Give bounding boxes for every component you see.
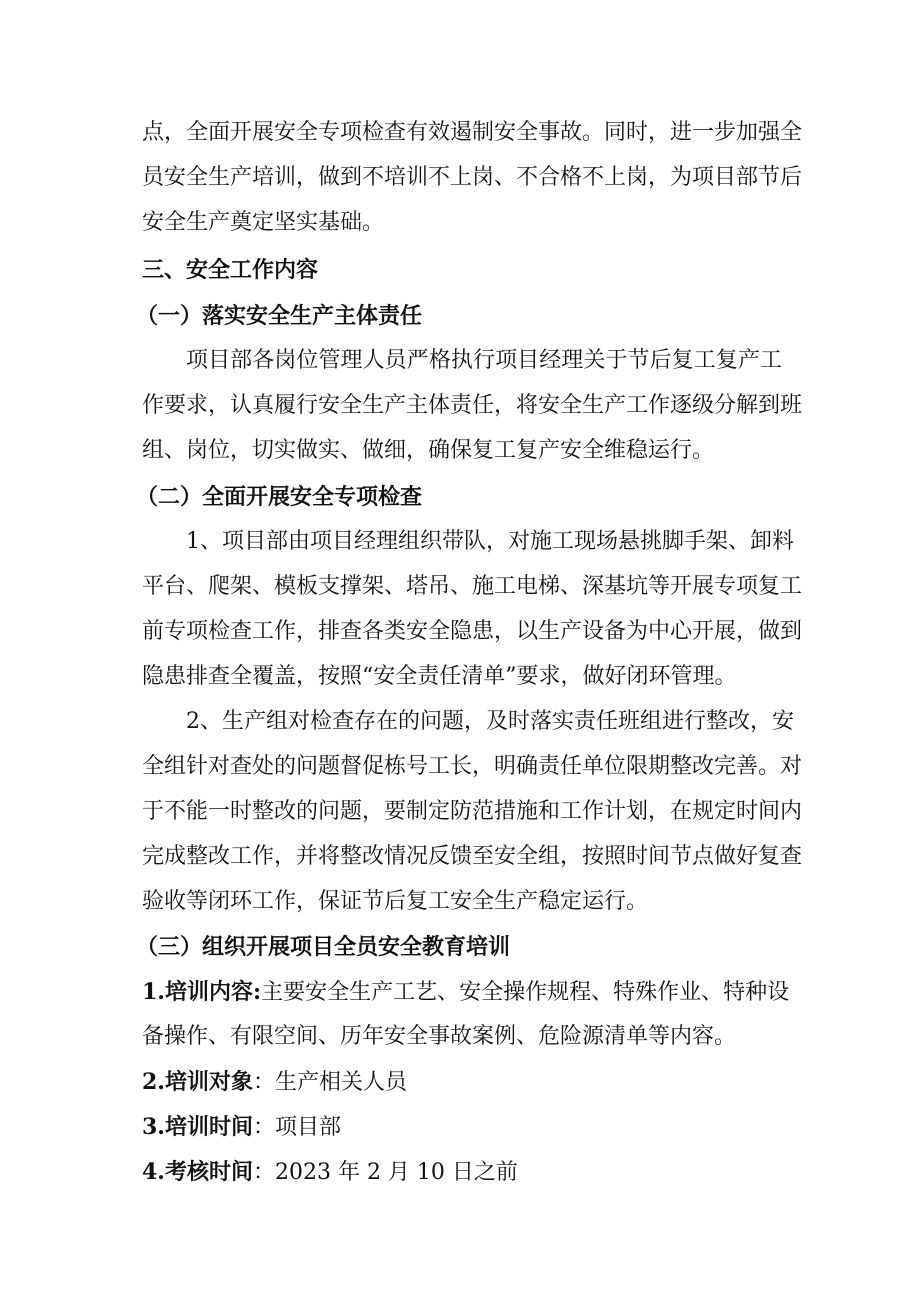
- list-item-label: 4.考核时间: [142, 1159, 253, 1185]
- list-item-text: ：项目部: [252, 1115, 341, 1140]
- paragraph-line: 组、岗位，切实做实、做细，确保复工复产安全维稳运行。: [142, 438, 715, 463]
- paragraph-line: 完成整改工作，并将整改情况反馈至安全组，按照时间节点做好复查: [142, 844, 803, 869]
- subsection-title: （一）落实安全生产主体责任: [136, 303, 423, 329]
- paragraph-line: 于不能一时整改的问题，要制定防范措施和工作计划，在规定时间内: [142, 799, 803, 824]
- subsection-title: （二）全面开展安全专项检查: [136, 484, 423, 510]
- paragraph-line: 隐患排查全覆盖，按照“安全责任清单”要求，做好闭环管理。: [142, 664, 737, 689]
- list-item: [142, 977, 790, 1008]
- list-item: [142, 1112, 782, 1143]
- list-item-text: ：生产相关人员: [252, 1070, 407, 1095]
- list-item-label: 1.培训内容:: [142, 979, 262, 1005]
- list-item-text: ：2023 年 2 月 10 日之前: [252, 1160, 518, 1185]
- paragraph-line: 作要求，认真履行安全生产主体责任，将安全生产工作逐级分解到班: [142, 393, 803, 418]
- paragraph-line: 备操作、有限空间、历年安全事故案例、危险源清单等内容。: [142, 1024, 737, 1049]
- subsection-title: （三）组织开展项目全员安全教育培训: [136, 934, 511, 960]
- paragraph-line: 1、项目部由项目经理组织带队，对施工现场悬挑脚手架、卸料: [186, 529, 794, 554]
- paragraph-line: 员安全生产培训，做到不培训不上岗、不合格不上岗，为项目部节后: [142, 165, 803, 190]
- paragraph-line: 前专项检查工作，排查各类安全隐患，以生产设备为中心开展，做到: [142, 619, 803, 644]
- list-item-text: 主要安全生产工艺、安全操作规程、特殊作业、特种设: [261, 980, 790, 1005]
- paragraph-line: 平台、爬架、模板支撑架、塔吊、施工电梯、深基坑等开展专项复工: [142, 574, 803, 599]
- paragraph-line: 点，全面开展安全专项检查有效遏制安全事故。同时，进一步加强全: [142, 120, 803, 145]
- list-item: [142, 1157, 782, 1188]
- paragraph-line: 项目部各岗位管理人员严格执行项目经理关于节后复工复产工: [186, 348, 782, 373]
- paragraph-line: 2、生产组对检查存在的问题，及时落实责任班组进行整改，安: [186, 709, 794, 734]
- list-item-label: 3.培训时间: [142, 1114, 253, 1140]
- list-item: [142, 1067, 782, 1098]
- list-item-label: 2.培训对象: [142, 1069, 253, 1095]
- paragraph-line: 全组针对查处的问题督促栋号工长，明确责任单位限期整改完善。对: [142, 754, 803, 779]
- paragraph-line: 验收等闭环工作，保证节后复工安全生产稳定运行。: [142, 889, 649, 914]
- paragraph-line: 安全生产奠定坚实基础。: [142, 210, 385, 235]
- section-heading: 三、安全工作内容: [142, 257, 319, 283]
